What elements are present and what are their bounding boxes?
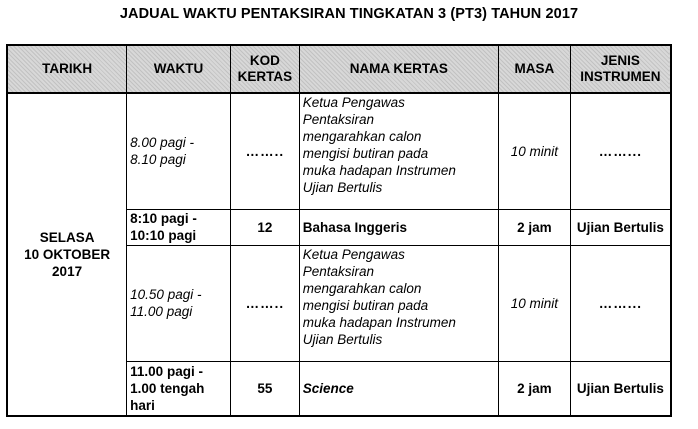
table-row <box>7 93 671 209</box>
nama-line: mengarahkan calon <box>302 129 422 144</box>
jenis-cell: ……... <box>570 245 671 361</box>
masa-cell: 10 minit <box>498 245 570 361</box>
jenis-cell: ……... <box>570 93 671 209</box>
nama-line: Ujian Bertulis <box>302 331 383 347</box>
nama-line: muka hadapan Instrumen <box>302 163 456 178</box>
waktu-line: 11.00 pagi <box>130 304 193 319</box>
masa-cell: 2 jam <box>498 209 570 245</box>
header-row <box>7 45 671 93</box>
date-year: 2017 <box>52 264 83 279</box>
masa-cell: 2 jam <box>498 361 570 416</box>
kod-cell: 12 <box>230 209 299 245</box>
nama-line: Ketua Pengawas <box>302 246 405 262</box>
kod-cell: 55 <box>230 361 299 416</box>
date-daymonth: 10 OKTOBER <box>24 247 111 262</box>
waktu-line: 8.00 pagi - <box>130 135 194 151</box>
nama-line: mengisi butiran pada <box>302 146 429 161</box>
waktu-line: 10.50 pagi - <box>130 287 202 302</box>
header-kod-kertas <box>230 45 299 93</box>
header-kod-line1: KOD <box>249 53 280 68</box>
nama-line: mengarahkan calon <box>302 280 422 296</box>
header-kod-line2: KERTAS <box>237 69 293 84</box>
nama-line: Pentaksiran <box>302 263 375 279</box>
kod-cell: …….. <box>230 93 299 209</box>
waktu-cell <box>127 209 231 245</box>
page-title: JADUAL WAKTU PENTAKSIRAN TINGKATAN 3 (PT3) TAHUN 2017 <box>119 6 579 22</box>
nama-line: Ujian Bertulis <box>302 180 383 195</box>
header-nama-kertas: NAMA KERTAS <box>299 45 498 93</box>
nama-kertas-cell <box>299 93 498 209</box>
masa-cell: 10 minit <box>498 93 570 209</box>
kod-cell: …….. <box>230 245 299 361</box>
header-tarikh: TARIKH <box>7 45 127 93</box>
date-cell <box>7 93 127 416</box>
nama-kertas-cell: Bahasa Inggeris <box>299 209 498 245</box>
waktu-line: 1.00 tengah <box>130 380 205 396</box>
header-masa: MASA <box>498 45 570 93</box>
nama-line: Pentaksiran <box>302 112 375 127</box>
nama-kertas-cell <box>299 245 498 361</box>
waktu-line: 8.10 pagi <box>130 152 186 168</box>
exam-schedule-table <box>6 44 672 417</box>
waktu-line: 10:10 pagi <box>130 228 197 243</box>
jenis-cell: Ujian Bertulis <box>570 209 671 245</box>
waktu-cell <box>127 93 231 209</box>
nama-line: muka hadapan Instrumen <box>302 314 456 330</box>
nama-line: Ketua Pengawas <box>302 95 405 110</box>
nama-kertas-cell: Science <box>299 361 498 416</box>
waktu-line: 11.00 pagi - <box>130 363 203 379</box>
waktu-line: hari <box>130 397 155 413</box>
header-waktu: WAKTU <box>127 45 231 93</box>
waktu-line: 8:10 pagi - <box>130 211 197 226</box>
header-jenis-line2: INSTRUMEN <box>580 69 661 84</box>
header-jenis-instrumen <box>570 45 671 93</box>
waktu-cell <box>127 245 231 361</box>
nama-line: mengisi butiran pada <box>302 297 429 313</box>
header-jenis-line1: JENIS <box>600 53 640 68</box>
date-day: SELASA <box>39 230 95 245</box>
waktu-cell <box>127 361 231 416</box>
jenis-cell: Ujian Bertulis <box>570 361 671 416</box>
